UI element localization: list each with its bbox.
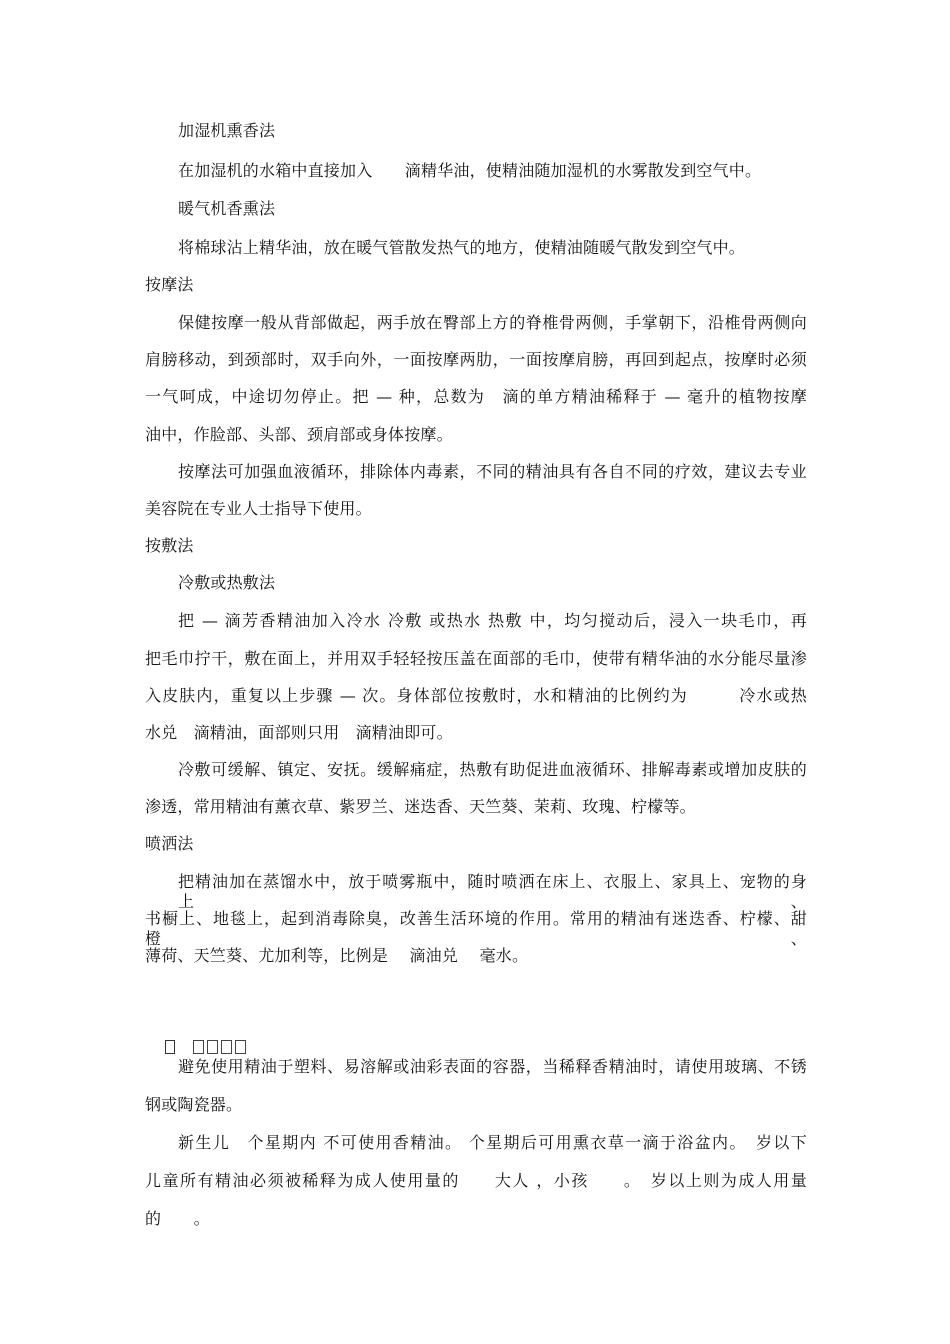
- paragraph-children-line: 新生儿 个星期内 不可使用香精油。 个星期后可用熏衣草一滴于浴盆内。 岁以下: [178, 1133, 807, 1152]
- paragraph-compress-line: 入皮肤内，重复以上步骤 — 次。身体部位按敷时，水和精油的比例约为 冷水或热: [145, 686, 807, 705]
- paragraph-compress-line: 把 — 滴芳香精油加入冷水 冷敷 或热水 热敷 中，均匀搅动后，浸入一块毛巾，再: [178, 611, 807, 630]
- paragraph-heater: 将棉球沾上精华油，放在暖气管散发热气的地方，使精油随暖气散发到空气中。: [178, 238, 746, 257]
- bullet-box-icon: [165, 1040, 175, 1054]
- subheading-humidifier-method: 加湿机熏香法: [178, 121, 276, 140]
- paragraph-compress-line: 把毛巾拧干，敷在面上，并用双手轻轻按压盖在面部的毛巾，使带有精华油的水分能尽量渗: [145, 649, 807, 668]
- paragraph-caution-line: 避免使用精油于塑料、易溶解或油彩表面的容器，当稀释香精油时，请使用玻璃、不锈: [178, 1057, 807, 1076]
- paragraph-massage-line: 保健按摩一般从背部做起，两手放在臀部上方的脊椎骨两侧，手掌朝下，沿椎骨两侧向: [178, 313, 807, 332]
- missing-glyph-icon: [221, 1040, 232, 1054]
- missing-glyph-icon: [193, 1040, 204, 1054]
- paragraph-spray-line: 把精油加在蒸馏水中，放于喷雾瓶中，随时喷洒在床上、衣服上、家具上、宠物的身上、: [178, 872, 807, 911]
- paragraph-children-line: 儿童所有精油必须被稀释为成人使用量的 大人 ，小孩 。 岁以上则为成人用量: [145, 1171, 807, 1190]
- paragraph-children-line: 的 。: [145, 1209, 210, 1228]
- paragraph-massage-benefit-line: 按摩法可加强血液循环，排除体内毒素，不同的精油具有各自不同的疗效，建议去专业: [178, 462, 807, 481]
- missing-glyph-icon: [235, 1040, 246, 1054]
- paragraph-compress-benefit-line: 冷敷可缓解、镇定、安抚。缓解痛症，热敷有助促进血液循环、排解毒素或增加皮肤的: [178, 760, 807, 779]
- heading-massage: 按摩法: [145, 275, 194, 294]
- paragraph-compress-benefit-line: 渗透，常用精油有薰衣草、紫罗兰、迷迭香、天竺葵、茉莉、玫瑰、柠檬等。: [145, 797, 696, 816]
- paragraph-humidifier: 在加湿机的水箱中直接加入 滴精华油，使精油随加湿机的水雾散发到空气中。: [178, 161, 762, 180]
- paragraph-caution-line: 钢或陶瓷器。: [145, 1095, 243, 1114]
- heading-spray: 喷洒法: [145, 834, 194, 853]
- paragraph-spray-line: 书橱上、地毯上，起到消毒除臭，改善生活环境的作用。常用的精油有迷迭香、柠檬、甜橙、: [145, 909, 807, 948]
- missing-glyph-icon: [207, 1040, 218, 1054]
- subheading-heater-method: 暖气机香熏法: [178, 199, 276, 218]
- paragraph-massage-line: 一气呵成，中途切勿停止。把 — 种，总数为 滴的单方精油稀释于 — 毫升的植物按摩: [145, 387, 807, 406]
- paragraph-spray-line: 薄荷、天竺葵、尤加利等，比例是 滴油兑 毫水。: [145, 946, 529, 965]
- heading-compress: 按敷法: [145, 536, 194, 555]
- paragraph-massage-line: 肩膀移动，到颈部时，双手向外，一面按摩两肋，一面按摩肩膀，再回到起点，按摩时必须: [145, 350, 807, 369]
- paragraph-massage-benefit-line: 美容院在专业人士指导下使用。: [145, 499, 372, 518]
- paragraph-massage-line: 油中，作脸部、头部、颈肩部或身体按摩。: [145, 425, 453, 444]
- subheading-cold-hot-compress: 冷敷或热敷法: [178, 573, 276, 592]
- paragraph-compress-line: 水兑 滴精油，面部则只用 滴精油即可。: [145, 723, 453, 742]
